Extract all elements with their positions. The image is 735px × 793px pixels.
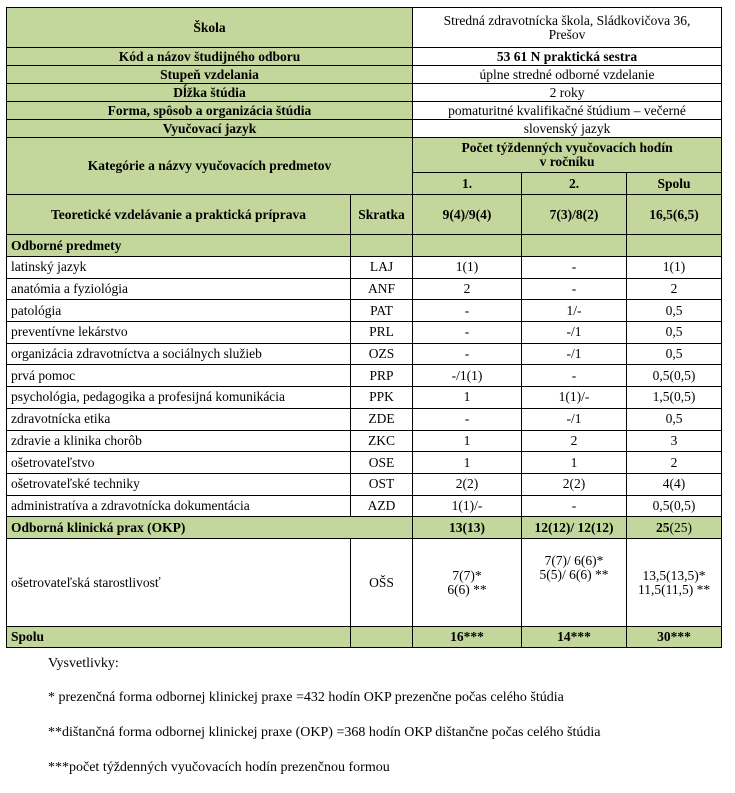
subject-abbr: AZD [351, 495, 413, 517]
subject-abbr: PPK [351, 387, 413, 409]
okp-row [7, 517, 722, 539]
subject-year-2: -/1 [522, 343, 627, 365]
subject-total: 0,5 [627, 300, 722, 322]
subject-year-1: 1 [413, 387, 522, 409]
subject-year-2: -/1 [522, 322, 627, 344]
subject-name: zdravie a klinika chorôb [7, 430, 351, 452]
total-sum: 30*** [627, 627, 722, 648]
subject-name: zdravotnícka etika [7, 408, 351, 430]
subject-total: 0,5 [627, 408, 722, 430]
theory-total: 16,5(6,5) [627, 195, 722, 235]
subject-row [7, 343, 722, 365]
subject-year-2: - [522, 495, 627, 517]
subject-total: 4(4) [627, 473, 722, 495]
code-value: 53 61 N praktická sestra [413, 48, 722, 66]
subject-year-2: - [522, 365, 627, 387]
subject-name: patológia [7, 300, 351, 322]
subject-total: 0,5 [627, 343, 722, 365]
subject-row [7, 452, 722, 474]
subject-abbr: OST [351, 473, 413, 495]
subject-year-2: - [522, 278, 627, 300]
subject-row [7, 300, 722, 322]
okp-total-rest: (25) [669, 519, 693, 535]
subject-abbr: PRP [351, 365, 413, 387]
hours-label: Počet týždenných vyučovacích hodín v ročníku [413, 138, 722, 173]
total-cell-abbr [351, 627, 413, 648]
section-row [7, 235, 722, 257]
subject-name: latinský jazyk [7, 257, 351, 279]
categories-label: Kategórie a názvy vyučovacích predmetov [7, 138, 413, 195]
subject-year-1: -/1(1) [413, 365, 522, 387]
abbr-header: Skratka [351, 195, 413, 235]
header-row-form [7, 102, 722, 120]
subject-year-1: 1(1)/- [413, 495, 522, 517]
subject-abbr: PRL [351, 322, 413, 344]
level-value: úplne stredné odborné vzdelanie [413, 66, 722, 84]
care-abbr: OŠS [351, 539, 413, 627]
note-weekly-hours: ***počet týždenných vyučovacích hodín prezenčnou formou [48, 760, 390, 775]
subject-year-2: -/1 [522, 408, 627, 430]
form-value: pomaturitné kvalifikačné štúdium – večerné [413, 102, 722, 120]
subject-year-2: 2 [522, 430, 627, 452]
header-row-code [7, 48, 722, 66]
subject-year-2: 1(1)/- [522, 387, 627, 409]
subject-total: 0,5(0,5) [627, 495, 722, 517]
header-row-length [7, 84, 722, 102]
subject-name: organizácia zdravotníctva a sociálnych služieb [7, 343, 351, 365]
subject-total: 3 [627, 430, 722, 452]
subject-year-2: - [522, 257, 627, 279]
notes-title: Vysvetlivky: [48, 656, 119, 671]
section-title: Odborné predmety [7, 235, 351, 257]
okp-label: Odborná klinická prax (OKP) [7, 517, 413, 539]
school-label: Škola [7, 8, 413, 48]
subject-abbr: ANF [351, 278, 413, 300]
total-year-1: 16*** [413, 627, 522, 648]
language-value: slovenský jazyk [413, 120, 722, 138]
note-presence: * prezenčná forma odbornej klinickej praxe =432 hodín OKP prezenčne počas celého štúdia [48, 690, 564, 705]
theory-label: Teoretické vzdelávanie a praktická príprava [7, 195, 351, 235]
subject-abbr: OSE [351, 452, 413, 474]
subject-year-1: 1 [413, 430, 522, 452]
subject-year-1: - [413, 343, 522, 365]
subject-total: 2 [627, 452, 722, 474]
subject-name: preventívne lekárstvo [7, 322, 351, 344]
total-year-2: 14*** [522, 627, 627, 648]
subject-year-1: - [413, 408, 522, 430]
section-cell-y2 [522, 235, 627, 257]
header-row-level [7, 66, 722, 84]
care-year-1: 7(7)* 6(6) ** [413, 539, 522, 627]
subject-year-2: 2(2) [522, 473, 627, 495]
hours-header-row [7, 138, 722, 173]
subject-year-1: 2 [413, 278, 522, 300]
okp-total [627, 517, 722, 539]
subject-name: ošetrovateľské techniky [7, 473, 351, 495]
total-row [7, 627, 722, 648]
subject-year-2: 1/- [522, 300, 627, 322]
year-2-header: 2. [522, 173, 627, 195]
level-label: Stupeň vzdelania [7, 66, 413, 84]
form-label: Forma, spôsob a organizácia štúdia [7, 102, 413, 120]
subject-name: anatómia a fyziológia [7, 278, 351, 300]
subject-total: 0,5(0,5) [627, 365, 722, 387]
subjects-list [7, 257, 722, 517]
care-name: ošetrovateľská starostlivosť [7, 539, 351, 627]
subject-abbr: PAT [351, 300, 413, 322]
subject-name: ošetrovateľstvo [7, 452, 351, 474]
subject-year-1: 1 [413, 452, 522, 474]
subject-year-1: - [413, 300, 522, 322]
subject-abbr: LAJ [351, 257, 413, 279]
length-value: 2 roky [413, 84, 722, 102]
theory-year-1: 9(4)/9(4) [413, 195, 522, 235]
subject-name: prvá pomoc [7, 365, 351, 387]
section-cell-abbr [351, 235, 413, 257]
header-row-school [7, 8, 722, 48]
subject-row [7, 257, 722, 279]
okp-year-2: 12(12)/ 12(12) [522, 517, 627, 539]
okp-year-1: 13(13) [413, 517, 522, 539]
subject-row [7, 408, 722, 430]
year-1-header: 1. [413, 173, 522, 195]
care-year-2: 7(7)/ 6(6)* 5(5)/ 6(6) ** [522, 539, 627, 627]
total-header: Spolu [627, 173, 722, 195]
study-plan-table [6, 7, 722, 648]
length-label: Dĺžka štúdia [7, 84, 413, 102]
subject-total: 0,5 [627, 322, 722, 344]
code-label: Kód a názov študijného odboru [7, 48, 413, 66]
subject-name: psychológia, pedagogika a profesijná komunikácia [7, 387, 351, 409]
subject-row [7, 473, 722, 495]
care-row [7, 539, 722, 627]
okp-total-bold: 25 [656, 519, 670, 535]
subject-row [7, 495, 722, 517]
care-total: 13,5(13,5)* 11,5(11,5) ** [627, 539, 722, 627]
section-cell-total [627, 235, 722, 257]
note-distance: **dištančná forma odbornej klinickej praxe (OKP) =368 hodín OKP dištančne počas celého štúdia [48, 725, 601, 740]
subject-total: 1(1) [627, 257, 722, 279]
subject-year-1: 1(1) [413, 257, 522, 279]
theory-row [7, 195, 722, 235]
subject-row [7, 365, 722, 387]
subject-name: administratíva a zdravotnícka dokumentácia [7, 495, 351, 517]
section-cell-y1 [413, 235, 522, 257]
subject-abbr: ZKC [351, 430, 413, 452]
school-value: Stredná zdravotnícka škola, Sládkovičova 36, Prešov [413, 8, 722, 48]
subject-year-1: 2(2) [413, 473, 522, 495]
subject-abbr: ZDE [351, 408, 413, 430]
subject-row [7, 387, 722, 409]
subject-year-2: 1 [522, 452, 627, 474]
subject-row [7, 278, 722, 300]
header-row-language [7, 120, 722, 138]
total-label: Spolu [7, 627, 351, 648]
theory-year-2: 7(3)/8(2) [522, 195, 627, 235]
subject-row [7, 430, 722, 452]
subject-abbr: OZS [351, 343, 413, 365]
subject-total: 2 [627, 278, 722, 300]
subject-total: 1,5(0,5) [627, 387, 722, 409]
subject-year-1: - [413, 322, 522, 344]
language-label: Vyučovací jazyk [7, 120, 413, 138]
subject-row [7, 322, 722, 344]
